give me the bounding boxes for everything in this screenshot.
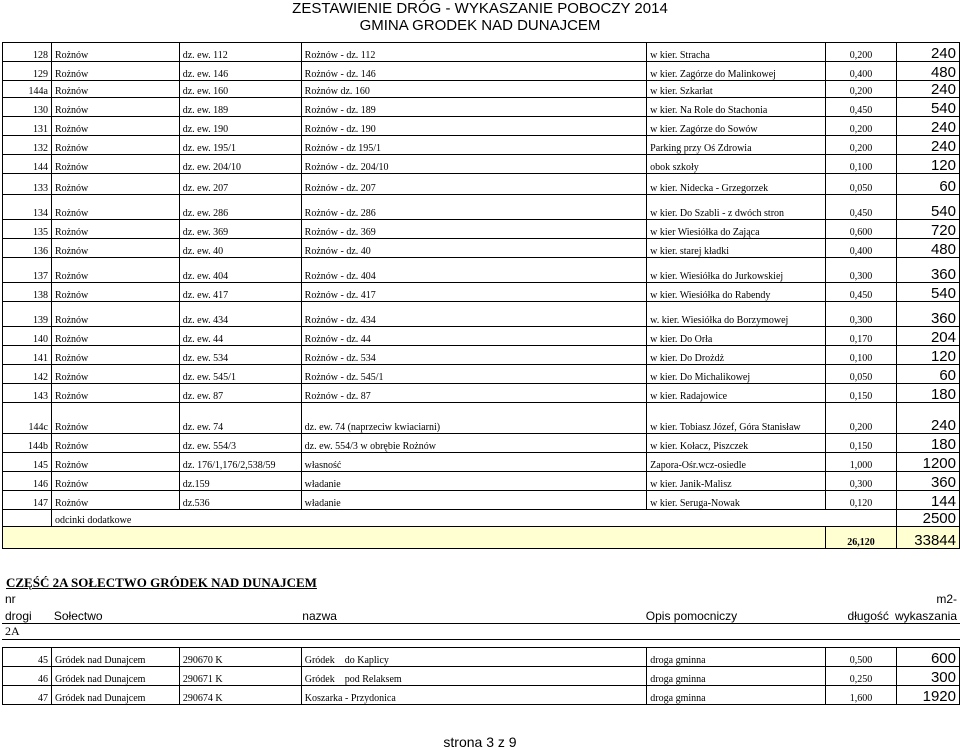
row-solectwo: Rożnów — [51, 403, 179, 434]
row-nr: 144c — [3, 403, 52, 434]
row-dlugosc: 0,100 — [826, 346, 897, 365]
row-m2: 120 — [896, 346, 959, 365]
row-solectwo: Rożnów — [51, 98, 179, 117]
table-row — [3, 648, 960, 667]
page-footer: strona 3 z 9 — [443, 734, 517, 750]
table-row — [3, 667, 960, 686]
row-m2: 480 — [896, 62, 959, 81]
row-dzialka: 290670 K — [179, 648, 301, 667]
row-opis: w kier. Nidecka - Grzegorzek — [647, 174, 826, 195]
row-m2: 120 — [896, 155, 959, 174]
row-dzialka: dz. ew. 545/1 — [179, 365, 301, 384]
row-solectwo: Rożnów — [51, 43, 179, 62]
row-nr: 135 — [3, 220, 52, 239]
row-solectwo: Rożnów — [51, 472, 179, 491]
row-nr: 146 — [3, 472, 52, 491]
row-opis: w kier. Szkarłat — [647, 81, 826, 98]
row-solectwo: Rożnów — [51, 258, 179, 283]
row-opis: w kier. Wiesiółka do Rabendy — [647, 283, 826, 302]
table-row — [3, 62, 960, 81]
table-row — [3, 302, 960, 327]
row-m2: 240 — [896, 403, 959, 434]
row-dlugosc: 0,050 — [826, 365, 897, 384]
row-nr: 145 — [3, 453, 52, 472]
row-dlugosc: 1,000 — [826, 453, 897, 472]
table-row — [3, 136, 960, 155]
row-dlugosc: 0,500 — [826, 648, 897, 667]
row-dzialka: dz.536 — [179, 491, 301, 510]
table-row — [3, 43, 960, 62]
row-solectwo: Gródek nad Dunajcem — [51, 667, 179, 686]
row-solectwo: Rożnów — [51, 62, 179, 81]
row-nr: 147 — [3, 491, 52, 510]
row-nazwa: Rożnów - dz. 112 — [301, 43, 647, 62]
row-m2: 480 — [896, 239, 959, 258]
table-row — [3, 117, 960, 136]
row-nazwa: Rożnów - dz. 44 — [301, 327, 647, 346]
row-nazwa: Rożnów - dz. 204/10 — [301, 155, 647, 174]
row-opis: w kier. Kołacz, Piszczek — [647, 434, 826, 453]
row-dzialka: dz. ew. 286 — [179, 195, 301, 220]
row-solectwo: Rożnów — [51, 302, 179, 327]
row-dzialka: dz. ew. 404 — [179, 258, 301, 283]
row-opis: w kier. Seruga-Nowak — [647, 491, 826, 510]
section-title: CZĘŚĆ 2A SOŁECTWO GRÓDEK NAD DUNAJCEM — [6, 575, 317, 590]
table-row — [3, 81, 960, 98]
table-row — [3, 384, 960, 403]
row-nazwa: Gródek do Kaplicy — [301, 648, 647, 667]
row-nazwa: Rożnów - dz. 434 — [301, 302, 647, 327]
header-drogi: drogi — [2, 606, 51, 623]
header-nr: nr — [5, 592, 16, 606]
row-m2: 180 — [896, 434, 959, 453]
row-solectwo: Rożnów — [51, 453, 179, 472]
header-subtitle: GMINA GRODEK NAD DUNAJCEM — [359, 17, 601, 34]
roads-table-grodek — [2, 647, 960, 705]
row-m2: 540 — [896, 98, 959, 117]
row-nazwa: Rożnów - dz. 417 — [301, 283, 647, 302]
table-row — [3, 195, 960, 220]
header-opis: Opis pomocniczy — [643, 606, 821, 623]
row-opis: w kier. Zagórze do Malinkowej — [647, 62, 826, 81]
row-nr: 140 — [3, 327, 52, 346]
row-dlugosc: 0,450 — [826, 98, 897, 117]
row-m2: 60 — [896, 365, 959, 384]
row-dlugosc: 0,170 — [826, 327, 897, 346]
row-dlugosc: 0,050 — [826, 174, 897, 195]
row-opis: w kier. Na Role do Stachonia — [647, 98, 826, 117]
row-opis: w kier. Wiesiółka do Jurkowskiej — [647, 258, 826, 283]
row-m2: 1920 — [897, 686, 960, 705]
row-nazwa: Rożnów - dz. 286 — [301, 195, 647, 220]
row-dzialka: dz. 176/1,176/2,538/59 — [179, 453, 301, 472]
row-dlugosc: 0,150 — [826, 434, 897, 453]
row-m2: 1200 — [896, 453, 959, 472]
total-row — [3, 527, 960, 549]
row-m2: 240 — [896, 117, 959, 136]
row-m2: 540 — [896, 283, 959, 302]
row-nazwa: Rożnów - dz. 534 — [301, 346, 647, 365]
row-opis: droga gminna — [647, 648, 826, 667]
row-solectwo: Rożnów — [51, 117, 179, 136]
row-opis: w kier. Tobiasz Józef, Góra Stanisław — [647, 403, 826, 434]
table-row — [3, 453, 960, 472]
row-m2: 204 — [896, 327, 959, 346]
row-nazwa: Rożnów - dz. 545/1 — [301, 365, 647, 384]
row-nr: 133 — [3, 174, 52, 195]
row-m2: 240 — [896, 81, 959, 98]
row-m2: 360 — [896, 472, 959, 491]
row-dzialka: dz. ew. 87 — [179, 384, 301, 403]
row-solectwo: Rożnów — [51, 136, 179, 155]
row-m2: 240 — [896, 136, 959, 155]
row-dzialka: dz. ew. 207 — [179, 174, 301, 195]
row-dzialka: dz. ew. 369 — [179, 220, 301, 239]
row-m2: 144 — [896, 491, 959, 510]
row-dlugosc: 0,600 — [826, 220, 897, 239]
row-nr: 144a — [3, 81, 52, 98]
row-nr: 132 — [3, 136, 52, 155]
extra-sections-row — [3, 510, 960, 527]
row-dzialka: dz. ew. 190 — [179, 117, 301, 136]
row-dlugosc: 0,300 — [826, 302, 897, 327]
row-dzialka: 290674 K — [179, 686, 301, 705]
row-dlugosc: 0,450 — [826, 195, 897, 220]
row-nr: 129 — [3, 62, 52, 81]
row-nazwa: Rożnów dz. 160 — [301, 81, 647, 98]
row-solectwo: Rożnów — [51, 491, 179, 510]
row-m2: 360 — [896, 258, 959, 283]
row-dlugosc: 0,400 — [826, 62, 897, 81]
row-solectwo: Rożnów — [51, 81, 179, 98]
section-code: 2A — [2, 623, 51, 639]
row-nr: 137 — [3, 258, 52, 283]
row-dlugosc: 0,200 — [826, 81, 897, 98]
table-row — [3, 472, 960, 491]
row-solectwo: Rożnów — [51, 327, 179, 346]
row-m2: 180 — [896, 384, 959, 403]
table-row — [3, 365, 960, 384]
section-header — [2, 590, 960, 640]
roads-table-rozniow — [2, 42, 960, 549]
row-dlugosc: 0,200 — [826, 117, 897, 136]
row-nazwa: Rożnów - dz. 190 — [301, 117, 647, 136]
row-nr: 139 — [3, 302, 52, 327]
row-dlugosc: 0,300 — [826, 472, 897, 491]
row-dlugosc: 0,200 — [826, 136, 897, 155]
row-opis: w kier. Zagórze do Sowów — [647, 117, 826, 136]
row-nazwa: Rożnów - dz. 87 — [301, 384, 647, 403]
row-dlugosc: 0,120 — [826, 491, 897, 510]
row-nr: 46 — [3, 667, 52, 686]
row-dzialka: dz. ew. 534 — [179, 346, 301, 365]
row-dlugosc: 0,400 — [826, 239, 897, 258]
row-nr: 45 — [3, 648, 52, 667]
row-solectwo: Rożnów — [51, 220, 179, 239]
table-row — [3, 686, 960, 705]
row-opis: w kier Wiesiółka do Zająca — [647, 220, 826, 239]
row-opis: w kier. starej kładki — [647, 239, 826, 258]
row-dlugosc: 0,100 — [826, 155, 897, 174]
row-nr: 47 — [3, 686, 52, 705]
table-row — [3, 239, 960, 258]
row-opis: obok szkoły — [647, 155, 826, 174]
table-row — [3, 98, 960, 117]
table-row — [3, 258, 960, 283]
row-nazwa: Koszarka - Przydonica — [301, 686, 647, 705]
row-dzialka: dz. ew. 40 — [179, 239, 301, 258]
row-nr: 144b — [3, 434, 52, 453]
row-dlugosc: 0,200 — [826, 43, 897, 62]
row-opis: Zapora-Ośr.wcz-osiedle — [647, 453, 826, 472]
row-m2: 600 — [897, 648, 960, 667]
row-dzialka: dz. ew. 204/10 — [179, 155, 301, 174]
row-solectwo: Rożnów — [51, 174, 179, 195]
row-dzialka: dz. ew. 554/3 — [179, 434, 301, 453]
header-solectwo: Sołectwo — [51, 606, 299, 623]
row-solectwo: Rożnów — [51, 434, 179, 453]
row-nr: 144 — [3, 155, 52, 174]
row-nazwa: władanie — [301, 491, 647, 510]
row-nr: 143 — [3, 384, 52, 403]
row-nazwa: własność — [301, 453, 647, 472]
row-m2: 240 — [896, 43, 959, 62]
row-dlugosc: 0,150 — [826, 384, 897, 403]
row-dzialka: dz. ew. 44 — [179, 327, 301, 346]
table-row — [3, 403, 960, 434]
row-opis: w kier. Do Michalikowej — [647, 365, 826, 384]
row-dlugosc: 0,250 — [826, 667, 897, 686]
row-dzialka: dz. ew. 74 — [179, 403, 301, 434]
row-nr: 130 — [3, 98, 52, 117]
row-nr: 134 — [3, 195, 52, 220]
row-dzialka: dz. ew. 189 — [179, 98, 301, 117]
table-row — [3, 327, 960, 346]
row-m2: 720 — [896, 220, 959, 239]
header-title: ZESTAWIENIE DRÓG - WYKASZANIE POBOCZY 2014 — [292, 0, 668, 17]
row-dzialka: dz. ew. 112 — [179, 43, 301, 62]
row-solectwo: Rożnów — [51, 195, 179, 220]
row-nazwa: Rożnów - dz. 146 — [301, 62, 647, 81]
row-nazwa: władanie — [301, 472, 647, 491]
row-opis: w kier. Do Orła — [647, 327, 826, 346]
row-nr: 142 — [3, 365, 52, 384]
row-m2: 60 — [896, 174, 959, 195]
table-row — [3, 220, 960, 239]
row-nr: 131 — [3, 117, 52, 136]
row-solectwo: Rożnów — [51, 155, 179, 174]
row-dzialka: dz. ew. 146 — [179, 62, 301, 81]
row-nazwa: Rożnów - dz 195/1 — [301, 136, 647, 155]
row-nazwa: Rożnów - dz. 404 — [301, 258, 647, 283]
table-row — [3, 155, 960, 174]
row-m2: 360 — [896, 302, 959, 327]
row-nazwa: Rożnów - dz. 40 — [301, 239, 647, 258]
row-solectwo: Rożnów — [51, 346, 179, 365]
row-nazwa: Rożnów - dz. 369 — [301, 220, 647, 239]
row-nazwa: dz. ew. 554/3 w obrębie Rożnów — [301, 434, 647, 453]
row-nr: 141 — [3, 346, 52, 365]
extra-sections-label: odcinki dodatkowe — [51, 510, 896, 527]
row-opis: Parking przy Oś Zdrowia — [647, 136, 826, 155]
row-dzialka: dz. ew. 160 — [179, 81, 301, 98]
table-row — [3, 346, 960, 365]
row-opis: w kier. Janik-Malisz — [647, 472, 826, 491]
header-dlugosc: długość — [821, 606, 892, 623]
row-dlugosc: 0,450 — [826, 283, 897, 302]
row-m2: 300 — [897, 667, 960, 686]
row-nazwa: Gródek pod Relaksem — [301, 667, 647, 686]
table-row — [3, 434, 960, 453]
row-solectwo: Rożnów — [51, 365, 179, 384]
row-opis: w kier. Stracha — [647, 43, 826, 62]
row-opis: droga gminna — [647, 686, 826, 705]
total-length: 26,120 — [826, 527, 897, 549]
row-nazwa: dz. ew. 74 (naprzeciw kwiaciarni) — [301, 403, 647, 434]
row-dzialka: 290671 K — [179, 667, 301, 686]
row-dzialka: dz.159 — [179, 472, 301, 491]
row-nr: 128 — [3, 43, 52, 62]
row-solectwo: Gródek nad Dunajcem — [51, 686, 179, 705]
row-nazwa: Rożnów - dz. 189 — [301, 98, 647, 117]
row-opis: w. kier. Wiesiółka do Borzymowej — [647, 302, 826, 327]
header-nazwa: nazwa — [299, 606, 643, 623]
row-dlugosc: 0,200 — [826, 403, 897, 434]
row-dlugosc: 0,300 — [826, 258, 897, 283]
extra-sections-m2: 2500 — [896, 510, 959, 527]
row-opis: w kier. Do Szabli - z dwóch stron — [647, 195, 826, 220]
row-opis: w kier. Do Drożdż — [647, 346, 826, 365]
row-solectwo: Rożnów — [51, 384, 179, 403]
total-m2: 33844 — [896, 527, 959, 549]
row-opis: w kier. Radajowice — [647, 384, 826, 403]
row-dzialka: dz. ew. 417 — [179, 283, 301, 302]
row-dzialka: dz. ew. 434 — [179, 302, 301, 327]
table-row — [3, 283, 960, 302]
row-nr: 136 — [3, 239, 52, 258]
row-dlugosc: 1,600 — [826, 686, 897, 705]
row-nr: 138 — [3, 283, 52, 302]
row-opis: droga gminna — [647, 667, 826, 686]
row-m2: 540 — [896, 195, 959, 220]
row-dzialka: dz. ew. 195/1 — [179, 136, 301, 155]
header-wykaszania: wykaszania — [892, 606, 960, 623]
row-solectwo: Gródek nad Dunajcem — [51, 648, 179, 667]
header-m2: m2- — [936, 592, 957, 606]
row-nazwa: Rożnów - dz. 207 — [301, 174, 647, 195]
table-row — [3, 491, 960, 510]
row-solectwo: Rożnów — [51, 239, 179, 258]
table-row — [3, 174, 960, 195]
row-solectwo: Rożnów — [51, 283, 179, 302]
